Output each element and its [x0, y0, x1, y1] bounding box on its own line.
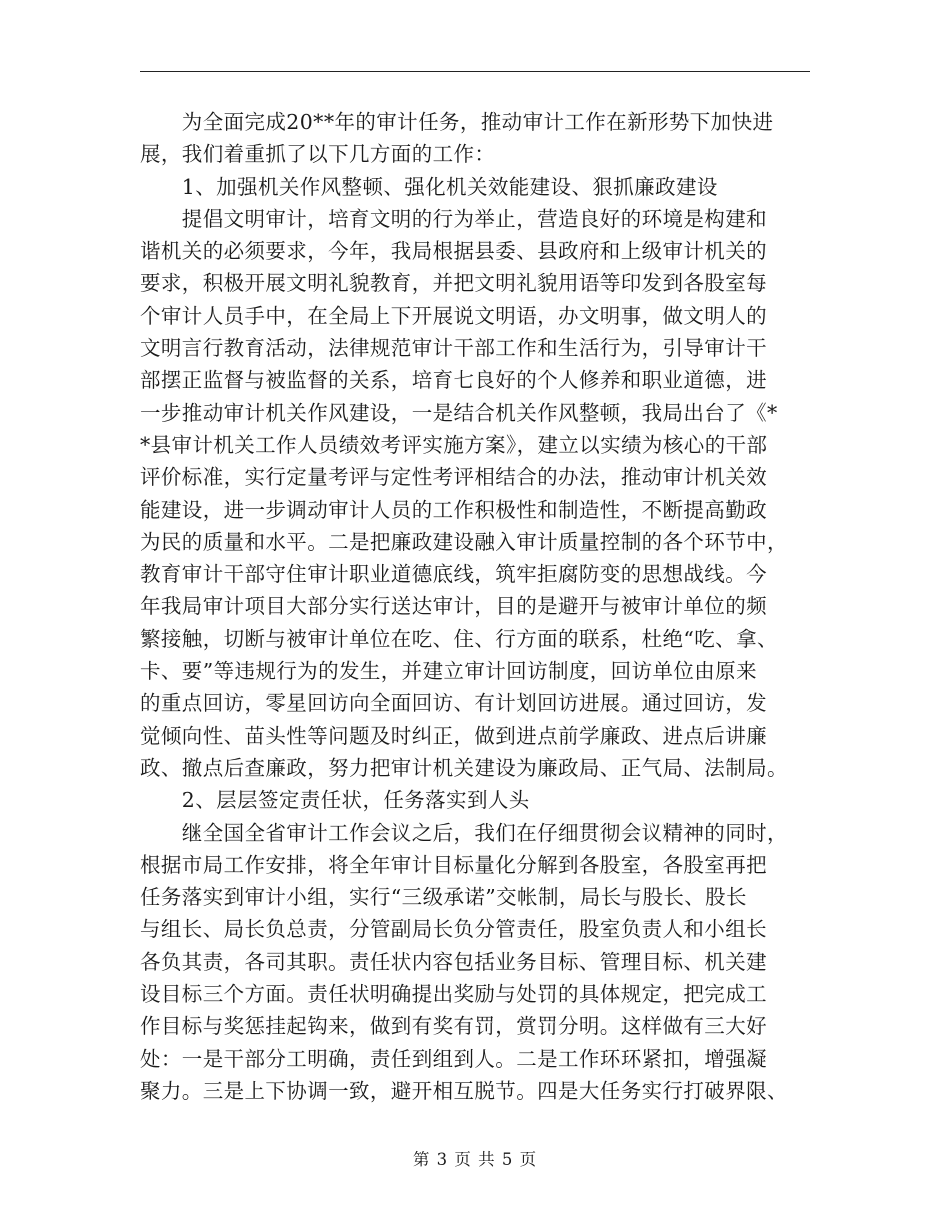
text-line: 要求，积极开展文明礼貌教育，并把文明礼貌用语等印发到各股室每 [140, 271, 767, 296]
text-line: 评价标准，实行定量考评与定性考评相结合的办法，推动审计机关效 [140, 465, 767, 490]
text-line: 根据市局工作安排，将全年审计目标量化分解到各股室，各股室再把 [140, 852, 767, 877]
text-line: 设目标三个方面。责任状明确提出奖励与处罚的具体规定，把完成工 [140, 982, 767, 1007]
text-line: 各负其责，各司其职。责任状内容包括业务目标、管理目标、机关建 [140, 949, 767, 974]
text-line: 年我局审计项目大部分实行送达审计，目的是避开与被审计单位的频 [140, 594, 767, 619]
text-line: 聚力。三是上下协调一致，避开相互脱节。四是大任务实行打破界限、 [140, 1078, 788, 1103]
text-line: 觉倾向性、苗头性等问题及时纠正，做到进点前学廉政、进点后讲廉 [140, 723, 767, 748]
text-line: *县审计机关工作人员绩效考评实施方案》，建立以实绩为核心的干部 [140, 432, 768, 457]
text-line: 个审计人员手中，在全局上下开展说文明语，办文明事，做文明人的 [140, 303, 767, 328]
text-line: 文明言行教育活动，法律规范审计干部工作和生活行为，引导审计干 [140, 336, 767, 361]
text-line: 繁接触，切断与被审计单位在吃、住、行方面的联系，杜绝“吃、拿、 [140, 626, 778, 651]
text-line: 展，我们着重抓了以下几方面的工作： [140, 142, 496, 167]
text-line: 卡、要”等违规行为的发生，并建立审计回访制度，回访单位由原来 [140, 659, 757, 684]
text-line: 政、撤点后查廉政，努力把审计机关建设为廉政局、正气局、法制局。 [140, 755, 788, 780]
text-line: 2、层层签定责任状，任务落实到人头 [140, 788, 530, 813]
text-line: 与组长、局长负总责，分管副局长负分管责任，股室负责人和小组长 [140, 917, 767, 942]
text-line: 为民的质量和水平。二是把廉政建设融入审计质量控制的各个环节中， [140, 529, 788, 554]
text-line: 任务落实到审计小组，实行“三级承诺”交帐制，局长与股长、股长 [140, 885, 747, 910]
text-line: 1、加强机关作风整顿、强化机关效能建设、狠抓廉政建设 [140, 174, 718, 199]
text-line: 处：一是干部分工明确，责任到组到人。二是工作环环紧扣，增强凝 [140, 1046, 767, 1071]
text-line: 部摆正监督与被监督的关系，培育七良好的个人修养和职业道德，进 [140, 368, 767, 393]
text-line: 教育审计干部守住审计职业道德底线，筑牢拒腐防变的思想战线。今 [140, 562, 767, 587]
text-line: 能建设，进一步调动审计人员的工作积极性和制造性，不断提高勤政 [140, 497, 767, 522]
document-body [140, 106, 810, 1107]
page-footer: 第 3 页 共 5 页 [412, 1150, 538, 1169]
text-line: 的重点回访，零星回访向全面回访、有计划回访进展。通过回访，发 [140, 691, 767, 716]
header-rule [140, 71, 810, 72]
text-line: 为全面完成20**年的审计任务，推动审计工作在新形势下加快进 [140, 110, 774, 134]
text-line: 谐机关的必须要求，今年，我局根据县委、县政府和上级审计机关的 [140, 239, 767, 264]
text-line: 提倡文明审计，培育文明的行为举止，营造良好的环境是构建和 [140, 206, 767, 231]
text-line: 作目标与奖惩挂起钩来，做到有奖有罚，赏罚分明。这样做有三大好 [140, 1014, 767, 1039]
text-line: 一步推动审计机关作风建设，一是结合机关作风整顿，我局出台了《* [140, 400, 778, 425]
text-line: 继全国全省审计工作会议之后，我们在仔细贯彻会议精神的同时， [140, 820, 788, 845]
